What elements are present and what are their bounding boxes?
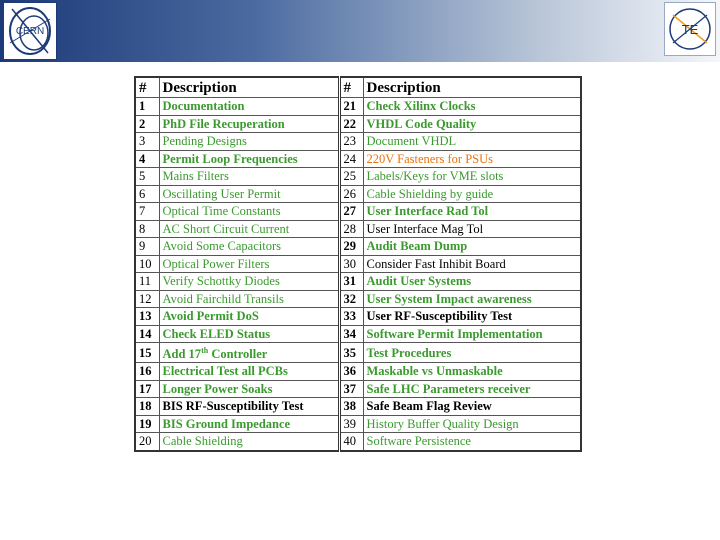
item-description: Safe Beam Flag Review [363,398,581,416]
item-number: 19 [135,415,159,433]
table-row [135,433,581,451]
table-row [135,150,581,168]
item-number: 35 [339,343,363,363]
table-row [135,220,581,238]
item-number: 21 [339,98,363,116]
item-description: Longer Power Soaks [159,380,339,398]
item-number: 4 [135,150,159,168]
table-row [135,363,581,381]
table-row [135,398,581,416]
item-number: 23 [339,133,363,151]
item-number: 14 [135,325,159,343]
item-number: 20 [135,433,159,451]
table-row [135,168,581,186]
item-description: Safe LHC Parameters receiver [363,380,581,398]
table-row [135,380,581,398]
item-description: Audit User Systems [363,273,581,291]
item-description: Optical Time Constants [159,203,339,221]
item-number: 2 [135,115,159,133]
cern-logo [3,2,57,60]
item-number: 10 [135,255,159,273]
item-number: 8 [135,220,159,238]
cern-logo-icon [4,3,56,59]
item-description: Cable Shielding by guide [363,185,581,203]
table-row [135,273,581,291]
table-row [135,308,581,326]
table-row [135,343,581,363]
item-description: Test Procedures [363,343,581,363]
item-number: 24 [339,150,363,168]
item-description: Audit Beam Dump [363,238,581,256]
item-number: 11 [135,273,159,291]
table-row [135,238,581,256]
table-header-row [135,77,581,98]
item-description: User RF-Susceptibility Test [363,308,581,326]
item-description: Software Persistence [363,433,581,451]
item-description: AC Short Circuit Current [159,220,339,238]
item-description: Avoid Permit DoS [159,308,339,326]
svg-text:CERN: CERN [15,26,45,37]
table-row [135,133,581,151]
item-description: Maskable vs Unmaskable [363,363,581,381]
table-row [135,115,581,133]
item-number: 18 [135,398,159,416]
item-number: 38 [339,398,363,416]
item-number: 17 [135,380,159,398]
item-number: 26 [339,185,363,203]
item-description: PhD File Recuperation [159,115,339,133]
item-description: User Interface Mag Tol [363,220,581,238]
issues-table [134,76,582,452]
item-description: 220V Fasteners for PSUs [363,150,581,168]
item-number: 25 [339,168,363,186]
item-description: Avoid Fairchild Transils [159,290,339,308]
item-number: 12 [135,290,159,308]
item-number: 30 [339,255,363,273]
item-description: User System Impact awareness [363,290,581,308]
item-description: Pending Designs [159,133,339,151]
item-number: 3 [135,133,159,151]
item-description: Consider Fast Inhibit Board [363,255,581,273]
item-number: 6 [135,185,159,203]
item-description: Mains Filters [159,168,339,186]
item-number: 9 [135,238,159,256]
col-header-num-right: # [339,77,363,98]
item-number: 1 [135,98,159,116]
item-description: Verify Schottky Diodes [159,273,339,291]
table-row [135,185,581,203]
te-logo-icon [665,3,715,55]
item-description: Labels/Keys for VME slots [363,168,581,186]
item-description: Avoid Some Capacitors [159,238,339,256]
item-number: 22 [339,115,363,133]
item-description: Oscillating User Permit [159,185,339,203]
col-header-num-left: # [135,77,159,98]
item-description: Check Xilinx Clocks [363,98,581,116]
svg-text:TE: TE [681,22,699,37]
item-description: BIS Ground Impedance [159,415,339,433]
item-number: 27 [339,203,363,221]
col-header-desc-right: Description [363,77,581,98]
table-row [135,98,581,116]
item-description: Add 17th Controller [159,343,339,363]
item-number: 16 [135,363,159,381]
item-description: Cable Shielding [159,433,339,451]
item-description: VHDL Code Quality [363,115,581,133]
item-number: 13 [135,308,159,326]
item-description: Documentation [159,98,339,116]
item-number: 40 [339,433,363,451]
item-number: 29 [339,238,363,256]
item-description: User Interface Rad Tol [363,203,581,221]
header-banner [0,0,720,62]
table-row [135,203,581,221]
table-row [135,255,581,273]
item-number: 39 [339,415,363,433]
item-number: 5 [135,168,159,186]
item-description: Check ELED Status [159,325,339,343]
item-description: Permit Loop Frequencies [159,150,339,168]
item-number: 28 [339,220,363,238]
item-description: Electrical Test all PCBs [159,363,339,381]
item-number: 33 [339,308,363,326]
item-description: BIS RF-Susceptibility Test [159,398,339,416]
item-number: 32 [339,290,363,308]
item-description: Document VHDL [363,133,581,151]
item-number: 15 [135,343,159,363]
item-number: 36 [339,363,363,381]
te-logo [664,2,716,56]
table-row [135,290,581,308]
item-description: Optical Power Filters [159,255,339,273]
item-number: 31 [339,273,363,291]
table-row [135,325,581,343]
table-row [135,415,581,433]
item-number: 34 [339,325,363,343]
item-description: History Buffer Quality Design [363,415,581,433]
col-header-desc-left: Description [159,77,339,98]
item-number: 7 [135,203,159,221]
item-description: Software Permit Implementation [363,325,581,343]
item-number: 37 [339,380,363,398]
